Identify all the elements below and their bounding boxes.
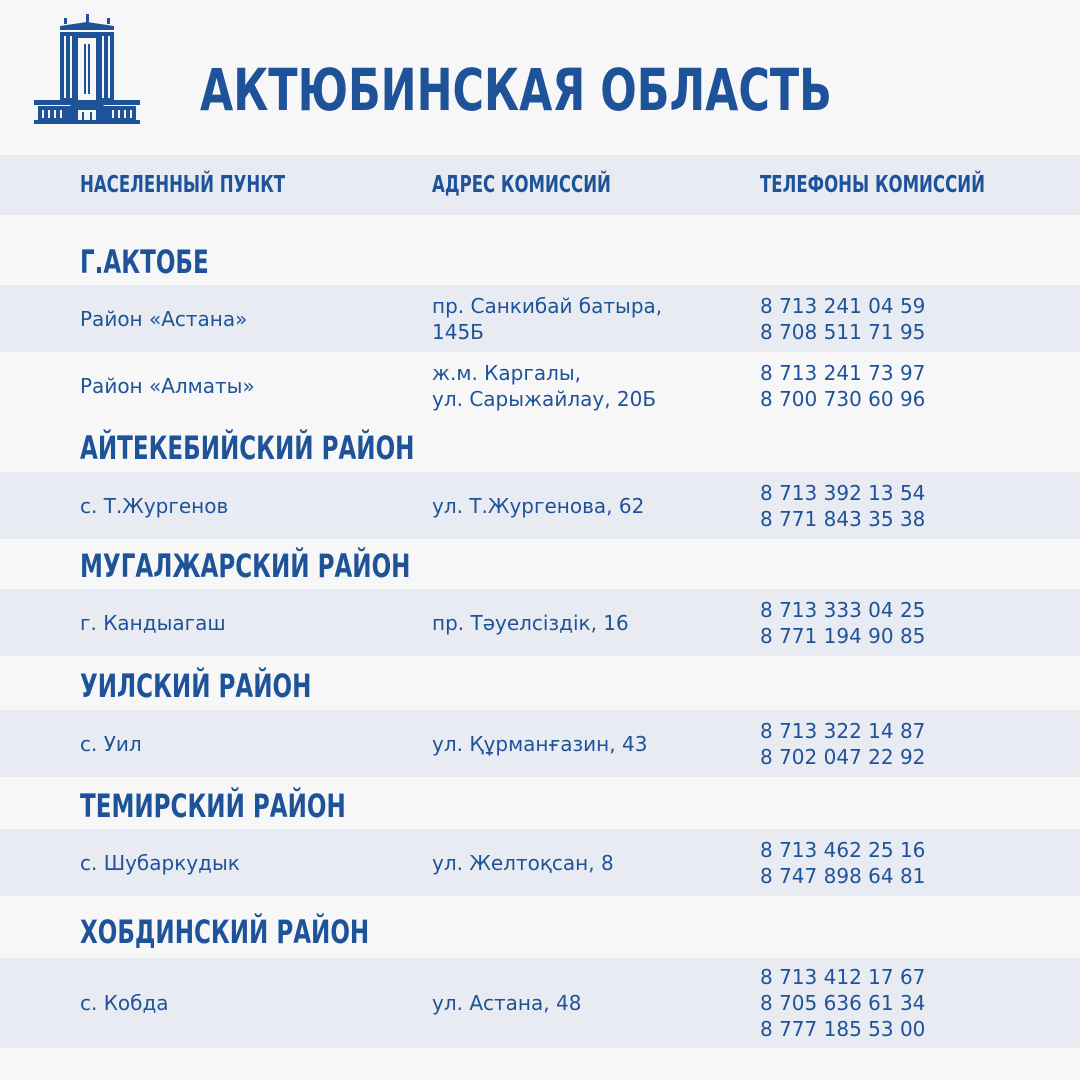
section-title: Г.АКТОБЕ: [80, 243, 209, 281]
place-cell: с. Кобда: [80, 991, 169, 1015]
section-title: АЙТЕКЕБИЙСКИЙ РАЙОН: [80, 429, 415, 467]
table-row: [0, 958, 1080, 1048]
government-building-logo-icon: [34, 14, 140, 124]
table-row: [0, 472, 1080, 539]
table-row: [0, 352, 1080, 419]
phones-cell: [760, 958, 1060, 1048]
phones-cell: [760, 285, 1060, 352]
table-row: [0, 285, 1080, 352]
phones-cell: [760, 829, 1060, 896]
address-line: ул. Т.Жургенова, 62: [432, 493, 645, 518]
phone-number: 8 713 333 04 25: [760, 597, 926, 622]
address-cell: [432, 829, 752, 896]
phone-number: 8 713 241 73 97: [760, 360, 926, 385]
address-cell: [432, 589, 752, 656]
column-header-phones: ТЕЛЕФОНЫ КОМИССИЙ: [760, 172, 985, 198]
phones-cell: [760, 589, 1060, 656]
place-cell: Район «Алматы»: [80, 373, 255, 398]
table-row: [0, 589, 1080, 656]
phone-number: 8 713 412 17 67: [760, 965, 926, 989]
section-title: ХОБДИНСКИЙ РАЙОН: [80, 913, 370, 951]
address-line: пр. Санкибай батыра,: [432, 293, 663, 318]
address-line: ул. Сарыжайлау, 20Б: [432, 386, 657, 411]
phone-number: 8 702 047 22 92: [760, 744, 926, 769]
phone-number: 8 771 194 90 85: [760, 623, 926, 648]
place-cell: Район «Астана»: [80, 306, 248, 331]
address-line: ул. Астана, 48: [432, 991, 582, 1015]
section-title: МУГАЛЖАРСКИЙ РАЙОН: [80, 547, 411, 585]
column-header-place: НАСЕЛЕННЫЙ ПУНКТ: [80, 172, 286, 198]
address-cell: [432, 472, 752, 539]
phones-cell: [760, 352, 1060, 419]
phone-number: 8 747 898 64 81: [760, 863, 926, 888]
address-cell: [432, 710, 752, 777]
address-cell: [432, 352, 752, 419]
table-row: [0, 829, 1080, 896]
phone-number: 8 713 241 04 59: [760, 293, 926, 318]
address-cell: [432, 958, 752, 1048]
phones-cell: [760, 710, 1060, 777]
phone-number: 8 713 392 13 54: [760, 480, 926, 505]
address-line: 145Б: [432, 319, 484, 344]
place-cell: г. Кандыагаш: [80, 610, 226, 635]
column-header-address: АДРЕС КОМИССИЙ: [432, 172, 611, 198]
table-row: [0, 710, 1080, 777]
address-cell: [432, 285, 752, 352]
page-title: АКТЮБИНСКАЯ ОБЛАСТЬ: [200, 56, 832, 124]
place-cell: с. Т.Жургенов: [80, 493, 229, 518]
address-line: пр. Тәуелсіздік, 16: [432, 610, 629, 635]
address-line: ул. Құрманғазин, 43: [432, 731, 648, 756]
phone-number: 8 700 730 60 96: [760, 386, 926, 411]
phones-cell: [760, 472, 1060, 539]
address-line: ул. Желтоқсан, 8: [432, 850, 614, 875]
address-line: ж.м. Каргалы,: [432, 360, 582, 385]
phone-number: 8 777 185 53 00: [760, 1017, 926, 1041]
place-cell: с. Шубаркудык: [80, 850, 240, 875]
section-title: ТЕМИРСКИЙ РАЙОН: [80, 787, 346, 825]
phone-number: 8 713 322 14 87: [760, 718, 926, 743]
phone-number: 8 708 511 71 95: [760, 319, 926, 344]
phone-number: 8 705 636 61 34: [760, 991, 926, 1015]
section-title: УИЛСКИЙ РАЙОН: [80, 667, 312, 705]
phone-number: 8 713 462 25 16: [760, 837, 926, 862]
phone-number: 8 771 843 35 38: [760, 506, 926, 531]
place-cell: с. Уил: [80, 731, 142, 756]
